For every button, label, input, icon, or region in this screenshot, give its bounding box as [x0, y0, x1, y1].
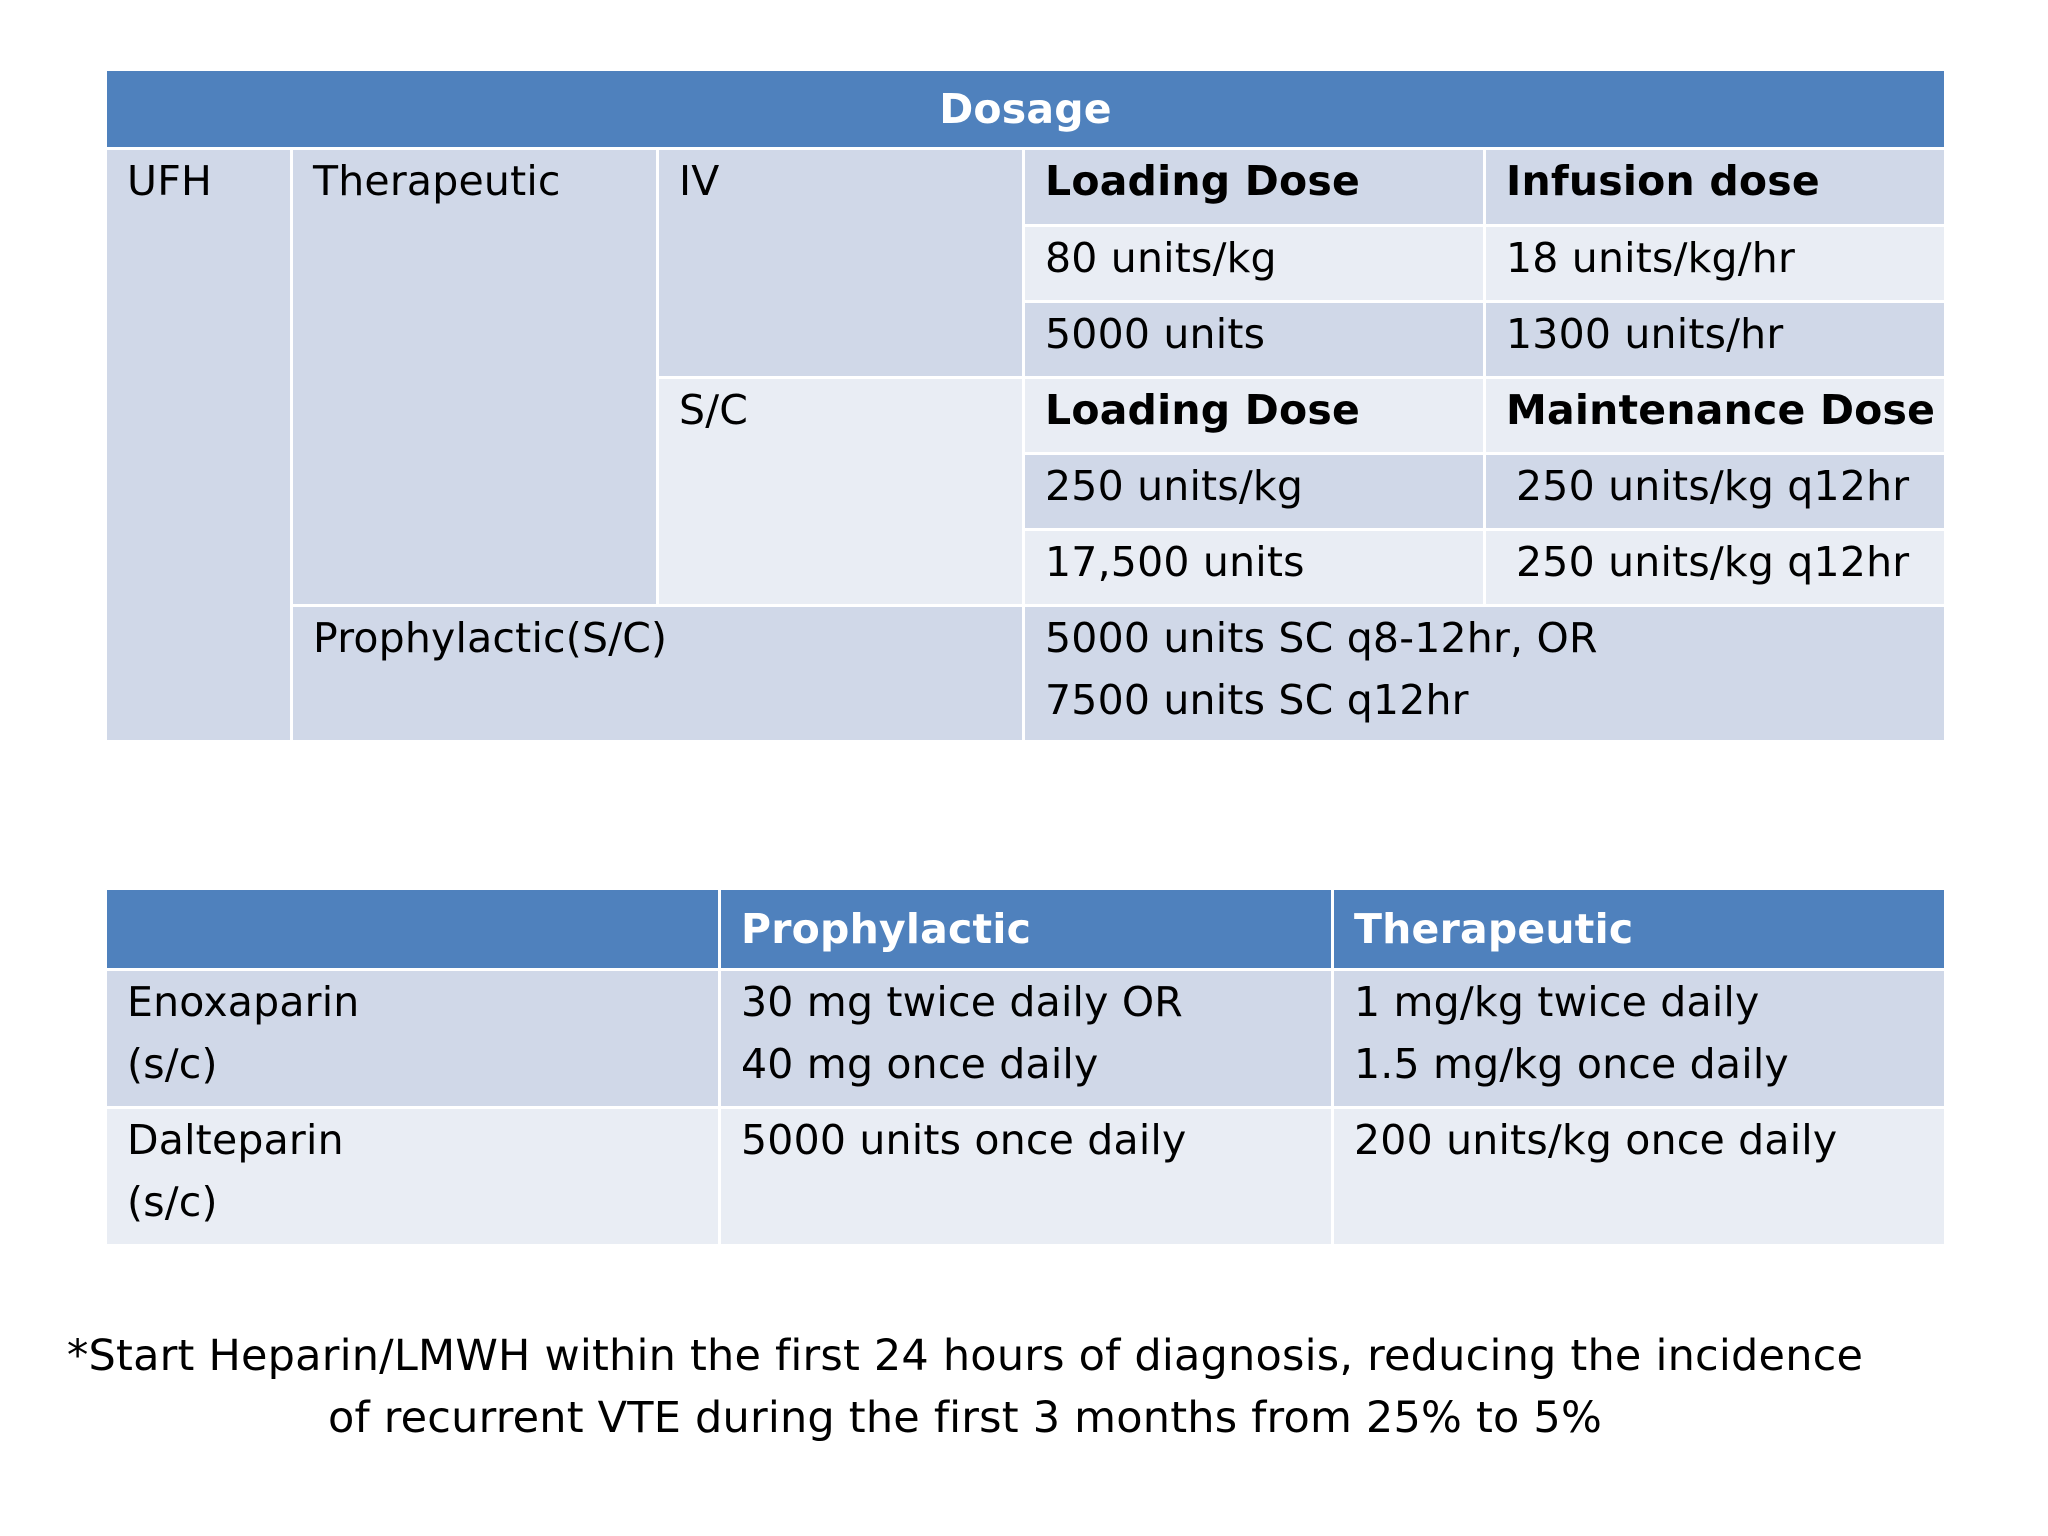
iv-infusion-header: Infusion dose: [1485, 149, 1946, 226]
table-cell: 250 units/kg q12hr: [1485, 454, 1946, 530]
prophylactic-dose-line: 5000 units SC q8-12hr, OR: [1045, 614, 1598, 662]
table-cell: [720, 1108, 1333, 1246]
route-iv-label: IV: [658, 149, 1024, 378]
table-cell: [720, 970, 1333, 1108]
dose-line: 5000 units once daily: [741, 1116, 1187, 1164]
dosage-title: Dosage: [106, 70, 1946, 149]
sc-maintenance-header: Maintenance Dose: [1485, 378, 1946, 454]
dose-line: 1 mg/kg twice daily: [1354, 978, 1760, 1026]
dose-line: 1.5 mg/kg once daily: [1354, 1040, 1789, 1088]
table-cell: 5000 units: [1024, 302, 1485, 378]
lmwh-header-row: [106, 889, 1946, 970]
table-cell: 250 units/kg: [1024, 454, 1485, 530]
prophylactic-header: Prophylactic: [720, 889, 1333, 970]
therapeutic-header: Therapeutic: [1333, 889, 1946, 970]
dose-line: 200 units/kg once daily: [1354, 1116, 1838, 1164]
blank-header: [106, 889, 720, 970]
prophylactic-dose-line: 7500 units SC q12hr: [1045, 676, 1469, 724]
footnote-line: *Start Heparin/LMWH within the first 24 hours of diagnosis, reducing the incidence: [66, 1331, 1864, 1381]
dosage-title-row: [106, 70, 1946, 149]
table-cell: 80 units/kg: [1024, 226, 1485, 302]
table-cell: 17,500 units: [1024, 530, 1485, 606]
table-cell: 18 units/kg/hr: [1485, 226, 1946, 302]
footnote-line: of recurrent VTE during the first 3 months from 25% to 5%: [327, 1393, 1603, 1443]
drug-name-line: Enoxaparin: [127, 978, 360, 1026]
table-row: [106, 1108, 1946, 1246]
table-row: [106, 606, 1946, 742]
sc-loading-header: Loading Dose: [1024, 378, 1485, 454]
table-row: [106, 970, 1946, 1108]
table-cell: 250 units/kg q12hr: [1485, 530, 1946, 606]
drug-name-dalteparin: [106, 1108, 720, 1246]
table-row: [106, 149, 1946, 226]
table-cell: 1300 units/hr: [1485, 302, 1946, 378]
table-cell: [1333, 1108, 1946, 1246]
prophylactic-dose-cell: [1024, 606, 1946, 742]
drug-name-enoxaparin: [106, 970, 720, 1108]
drug-name-ufh: UFH: [106, 149, 292, 742]
drug-route-line: (s/c): [127, 1040, 218, 1088]
drug-name-line: Dalteparin: [127, 1116, 344, 1164]
dosage-table: [104, 68, 1947, 743]
footnote: [0, 1325, 1930, 1449]
therapeutic-label: Therapeutic: [292, 149, 658, 606]
dose-line: 30 mg twice daily OR: [741, 978, 1183, 1026]
dose-line: 40 mg once daily: [741, 1040, 1099, 1088]
table-cell: [1333, 970, 1946, 1108]
route-sc-label: S/C: [658, 378, 1024, 606]
drug-route-line: (s/c): [127, 1178, 218, 1226]
lmwh-table: [104, 887, 1947, 1247]
iv-loading-header: Loading Dose: [1024, 149, 1485, 226]
prophylactic-label: Prophylactic(S/C): [292, 606, 1024, 742]
